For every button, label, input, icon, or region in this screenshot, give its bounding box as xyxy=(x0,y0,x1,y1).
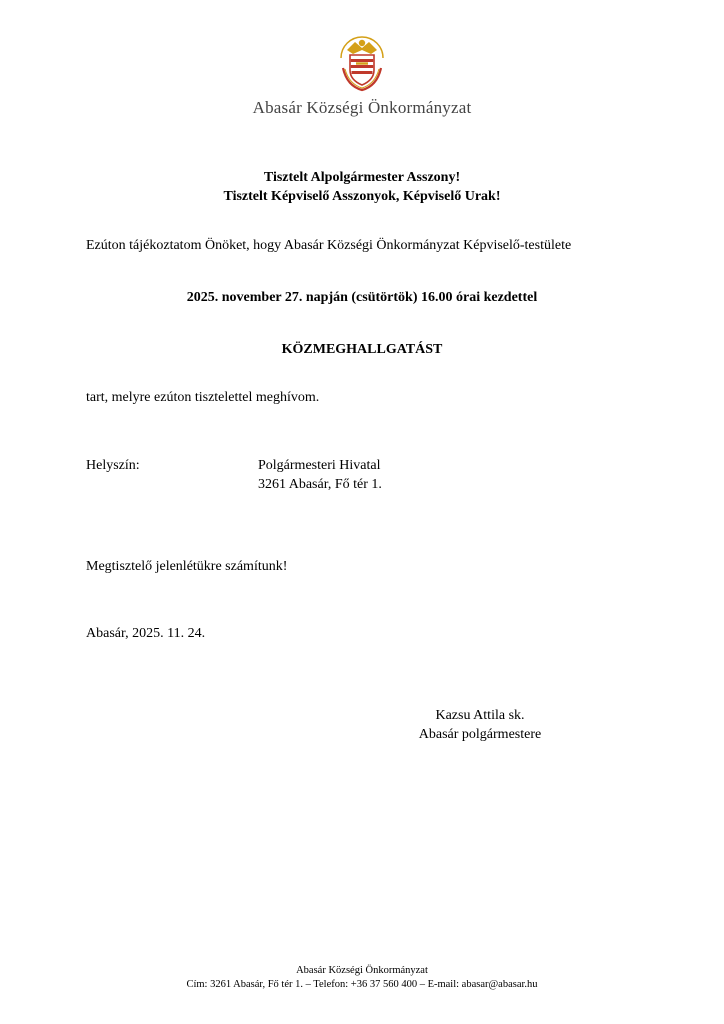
closing-text: Megtisztelő jelenlétükre számítunk! xyxy=(86,559,288,574)
location-address xyxy=(258,456,382,494)
signatory-name: Kazsu Attila sk. xyxy=(435,708,525,723)
signature-block xyxy=(380,706,580,744)
organization-title: Abasár Községi Önkormányzat xyxy=(252,98,472,117)
salutation xyxy=(0,168,724,206)
coat-of-arms-icon xyxy=(333,28,391,92)
salutation-line-2: Tisztelt Képviselő Asszonyok, Képviselő Urak! xyxy=(223,189,501,204)
footer-contact: Cím: 3261 Abasár, Fő tér 1. – Telefon: +36 37 560 400 – E-mail: abasar@abasar.hu xyxy=(186,979,538,990)
coat-of-arms-logo xyxy=(333,28,391,92)
footer-organization: Abasár Községi Önkormányzat xyxy=(296,965,428,976)
intro-paragraph: Ezúton tájékoztatom Önöket, hogy Abasár Községi Önkormányzat Képviselő-testülete xyxy=(86,238,572,253)
event-title: KÖZMEGHALLGATÁST xyxy=(281,342,443,357)
place-and-date: Abasár, 2025. 11. 24. xyxy=(86,626,206,641)
salutation-line-1: Tisztelt Alpolgármester Asszony! xyxy=(263,170,461,185)
location-label: Helyszín: xyxy=(86,458,140,473)
location-line-1: Polgármesteri Hivatal xyxy=(258,458,381,473)
page-footer xyxy=(0,964,724,992)
signatory-title: Abasár polgármestere xyxy=(418,727,542,742)
meeting-date: 2025. november 27. napján (csütörtök) 16.00 órai kezdettel xyxy=(186,290,538,305)
invitation-text: tart, melyre ezúton tisztelettel meghívom. xyxy=(86,390,320,405)
location-line-2: 3261 Abasár, Fő tér 1. xyxy=(258,477,382,492)
